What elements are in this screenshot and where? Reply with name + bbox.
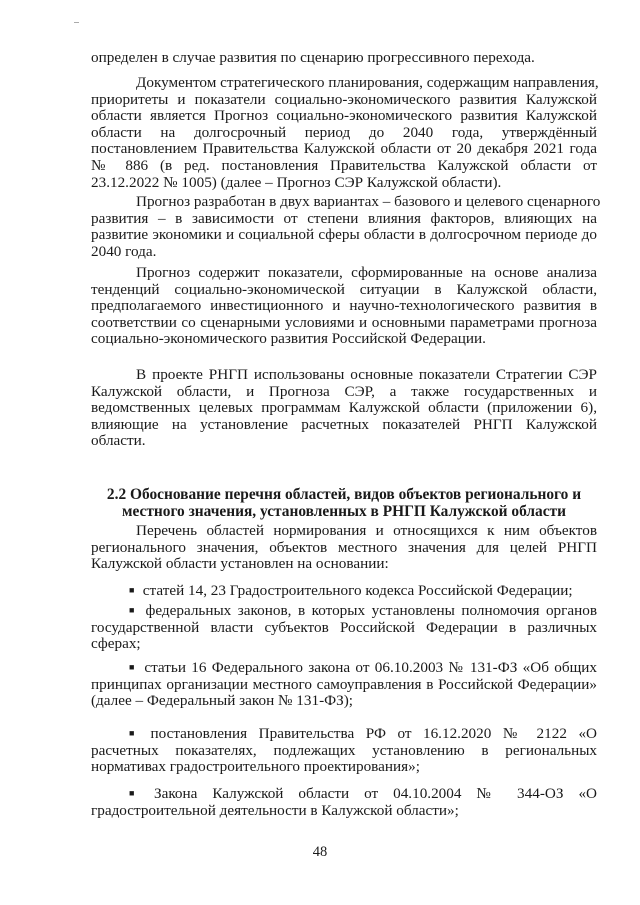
text-line: В проекте РНГП использованы основные показатели Стратегии СЭР xyxy=(136,366,597,383)
bullet-icon: ■ xyxy=(129,585,135,595)
section-heading-line: местного значения, установленных в РНГП Калужской области xyxy=(122,503,566,520)
text-line: сферах; xyxy=(91,635,141,653)
text-line: Прогноз разработан в двух вариантах – базового и целевого сценарного xyxy=(136,193,601,210)
paragraph-forecast-indicators xyxy=(91,265,597,348)
section-heading xyxy=(91,486,597,520)
text-line: принципах организации местного самоуправления в Российской Федерации» xyxy=(91,675,597,693)
paragraph-list-intro xyxy=(91,523,597,573)
text-line: определен в случае развития по сценарию прогрессивного перехода. xyxy=(91,49,535,66)
page-number: 48 xyxy=(312,844,328,860)
text-line: Калужской области установлен на основании: xyxy=(91,555,389,573)
bullet-icon: ■ xyxy=(129,605,135,615)
text-line: социально-экономического развития Российской Федерации. xyxy=(91,330,486,348)
list-item-text: статей 14, 23 Градостроительного кодекса Российской Федерации; xyxy=(142,582,573,599)
text-line: влияющие на установление расчетных показателей РНГП Калужской xyxy=(91,415,597,433)
list-item xyxy=(91,659,597,710)
text-line: области является Прогноз социально-экономического развития Калужской xyxy=(91,107,597,125)
paragraph-forecast-variants xyxy=(91,193,601,260)
text-line: № 886 (в ред. постановления Правительства Калужской области от xyxy=(91,156,597,174)
scan-mark xyxy=(74,22,79,23)
list-item xyxy=(91,785,597,819)
text-line: предполагаемого инвестиционного и научно-технологического развития в xyxy=(91,297,597,315)
bullet-icon: ■ xyxy=(129,788,135,798)
list-item xyxy=(91,725,597,776)
paragraph-strategic-document xyxy=(91,75,597,191)
text-line: тенденций социально-экономической ситуации в Калужской области, xyxy=(91,280,597,298)
text-line: Прогноз содержит показатели, сформированные на основе анализа xyxy=(136,264,597,281)
text-line: расчетных показателях, подлежащих установлению в региональных xyxy=(91,741,597,759)
list-item xyxy=(91,582,597,600)
bullet-icon: ■ xyxy=(129,662,135,672)
text-line: (далее – Федеральный закон № 131-ФЗ); xyxy=(91,692,354,710)
text-line: развития – в зависимости от степени влияния факторов, влияющих на xyxy=(91,209,597,227)
list-item xyxy=(91,602,597,653)
continuation-text xyxy=(91,50,597,67)
section-heading-line: 2.2 Обоснование перечня областей, видов объектов регионального и xyxy=(106,486,582,503)
list-item-text: статьи 16 Федерального закона от 06.10.2003 № 131-ФЗ «Об общих xyxy=(144,659,597,676)
text-line: Калужской области, и Прогноза СЭР, а также государственных и xyxy=(91,382,597,400)
text-line: развитие экономики и социальной сферы области в долгосрочном периоде до xyxy=(91,226,597,244)
bullet-icon: ■ xyxy=(129,728,135,738)
text-line: нормативах градостроительного проектирования»; xyxy=(91,758,420,776)
paragraph-rngp-indicators xyxy=(91,367,597,450)
text-line: соответствии со сценарными условиями и основными параметрами прогноза xyxy=(91,313,597,331)
text-line: приоритеты и показатели социально-экономического развития Калужской xyxy=(91,90,597,108)
text-line: градостроительной деятельности в Калужской области»; xyxy=(91,801,459,819)
text-line: области на долгосрочный период до 2040 года, утверждённый xyxy=(91,123,597,141)
text-line: государственной власти субъектов Российской Федерации в различных xyxy=(91,618,597,636)
list-item-text: постановления Правительства РФ от 16.12.2020 № 2122 «О xyxy=(150,725,598,742)
text-line: Документом стратегического планирования, содержащим направления, xyxy=(136,74,599,91)
text-line: ведомственных целевых программам Калужской области (приложении 6), xyxy=(91,399,597,417)
text-line: 2040 года. xyxy=(91,242,157,260)
text-line: Перечень областей нормирования и относящихся к ним объектов xyxy=(136,522,597,539)
text-line: регионального значения, объектов местного значения для целей РНГП xyxy=(91,538,597,556)
text-line: 23.12.2022 № 1005) (далее – Прогноз СЭР Калужской области). xyxy=(91,173,502,191)
text-line: области. xyxy=(91,432,146,450)
list-item-text: Закона Калужской области от 04.10.2004 № 344-ОЗ «О xyxy=(153,785,598,802)
list-item-text: федеральных законов, в которых установлены полномочия органов xyxy=(145,602,598,619)
text-line: постановлением Правительства Калужской области от 20 декабря 2021 года xyxy=(91,140,597,158)
